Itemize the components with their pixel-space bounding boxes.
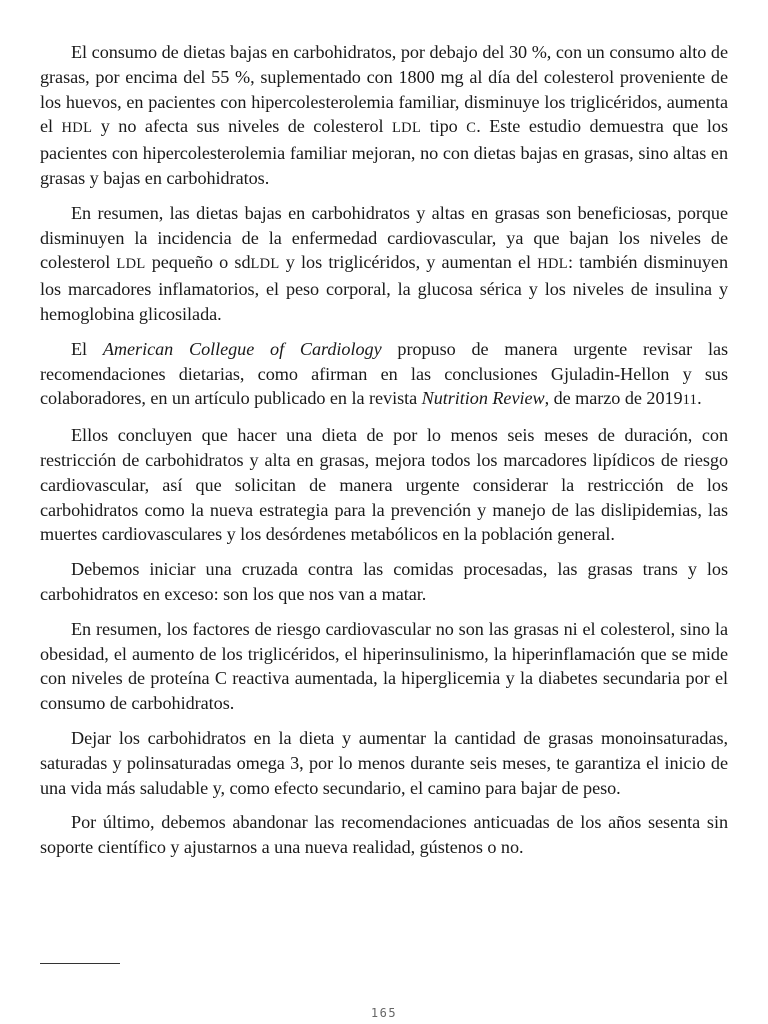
paragraph-american-college: [40, 337, 728, 413]
text-run: Ellos concluyen que hacer una dieta de por lo menos seis meses de duración, con restricción de carbohidratos y alta en grasas, mejora todos los marcadores lipídicos de riesgo cardiovascular, así que solicitan de manera urgente considerar la restricción de los carbohidratos como la nueva estrategia para la prevención y manejo de las dislipidemias, las muertes cardiovasculares y los desórdenes metabólicos en la población general.: [40, 425, 728, 545]
text-run: tipo: [421, 116, 467, 137]
abbreviation: HDL: [61, 120, 93, 137]
text-run: , de marzo de 2019: [544, 388, 683, 409]
text-run: Por último, debemos abandonar las recomendaciones anticuadas de los años sesenta sin soporte científico y ajustarnos a una nueva realidad, gústenos o no.: [40, 812, 728, 858]
page-body: [40, 40, 728, 870]
paragraph-risk-factors: [40, 617, 728, 716]
paragraph-low-carb-study: [40, 40, 728, 191]
paragraph-closing: [40, 810, 728, 860]
page-number: 165: [370, 1006, 398, 1020]
text-run: Dejar los carbohidratos en la dieta y aumentar la cantidad de grasas monoinsaturadas, saturadas y polinsaturadas omega 3, por lo menos durante seis meses, te garantiza el inicio de una vida más saludable y, como efecto secundario, el camino para bajar de peso.: [40, 727, 728, 798]
abbreviation: C: [466, 120, 477, 137]
text-run: y no afecta sus niveles de colesterol: [92, 116, 393, 137]
paragraph-healthy-life: [40, 726, 728, 800]
text-run: pequeño o sd: [145, 252, 251, 273]
text-run: : también disminuyen los marcadores inflamatorios, el peso corporal, la glucosa sérica y los niveles de insulina y hemoglobina glicosilada.: [40, 252, 728, 324]
italic-text: Nutrition Review: [421, 388, 545, 409]
text-run: . Este estudio demuestra que los pacientes con hipercolesterolemia familiar mejoran, no con dietas bajas en grasas, sino altas en grasas y bajas en carbohidratos.: [40, 116, 728, 188]
text-run: propuso de manera urgente revisar las recomendaciones dietarias, como afirman en las conclusiones Gjuladin-Hellon y sus colaboradores, en un artículo publicado en la revista: [40, 338, 728, 409]
text-run: Debemos iniciar una cruzada contra las comidas procesadas, las grasas trans y los carbohidratos en exceso: son los que nos van a matar.: [40, 559, 728, 604]
text-run: El consumo de dietas bajas en carbohidratos, por debajo del 30 %, con un consumo alto de grasas, por encima del 55 %, suplementado con 1800 mg al día del colesterol proveniente de los huevos, en pacientes con hipercolesterolemia familiar, disminuye los triglicéridos, aumenta el: [40, 42, 728, 137]
abbreviation: LDL: [392, 120, 422, 137]
abbreviation: 11: [682, 392, 698, 409]
text-run: .: [697, 388, 702, 409]
footnote-divider: [40, 963, 120, 964]
text-run: En resumen, las dietas bajas en carbohidratos y altas en grasas son beneficiosas, porque disminuyen la incidencia de la enfermedad cardiovascular, ya que bajan los niveles de colesterol: [40, 202, 728, 273]
paragraph-conclusions: [40, 423, 728, 547]
abbreviation: LDL: [116, 256, 146, 273]
abbreviation: LDL: [250, 256, 280, 273]
paragraph-crusade: [40, 557, 728, 607]
italic-text: American Collegue of Cardiology: [102, 338, 382, 359]
text-run: y los triglicéridos, y aumentan el: [279, 252, 538, 273]
abbreviation: HDL: [537, 256, 568, 273]
paragraph-summary-benefits: [40, 201, 728, 327]
text-run: En resumen, los factores de riesgo cardiovascular no son las grasas ni el colesterol, sino la obesidad, el aumento de los triglicéridos, el hiperinsulinismo, la hiperinflamación que se mide con niveles de proteína C reactiva aumentada, la hiperglicemia y la diabetes secundaria por el consumo de carbohidratos.: [40, 618, 728, 714]
text-run: El: [71, 338, 103, 359]
